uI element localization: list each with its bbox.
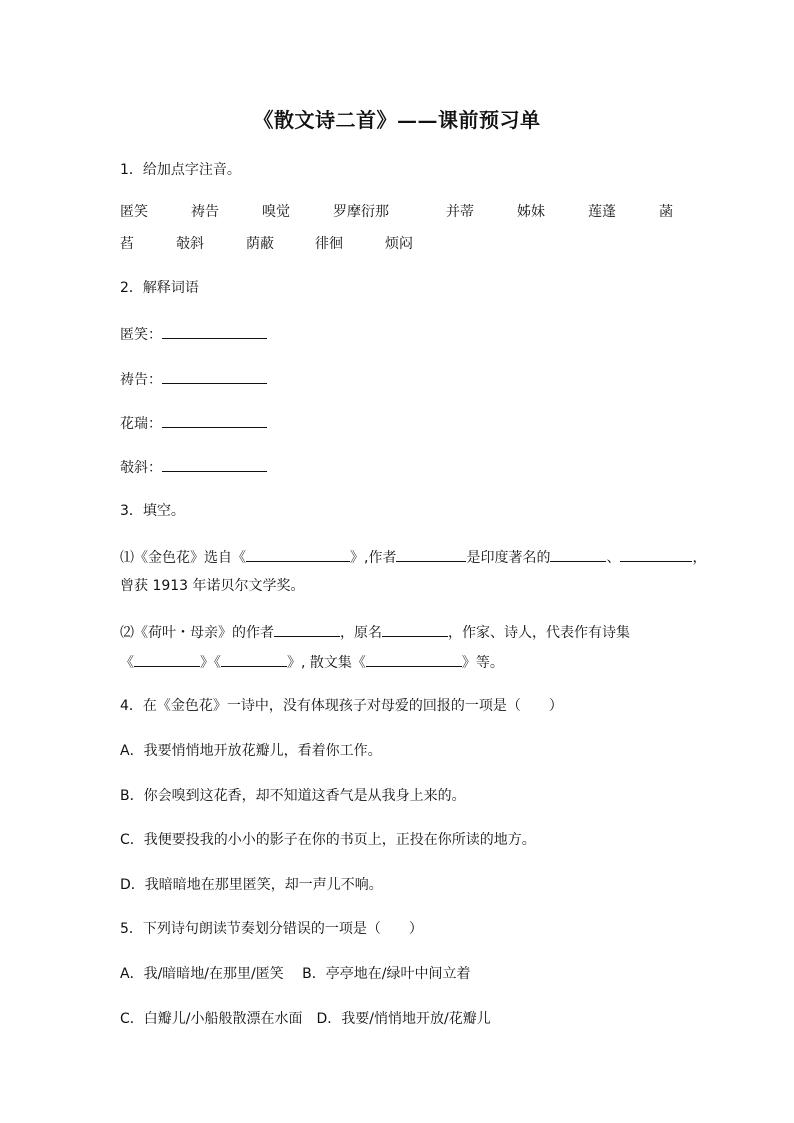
term-row <box>120 412 267 434</box>
pinyin-word: 荫蔽 <box>246 236 274 252</box>
answer-blank[interactable] <box>162 368 267 384</box>
fill-text: ， <box>692 550 707 566</box>
fill-blank-line-3 <box>120 621 630 643</box>
answer-blank[interactable] <box>274 621 340 637</box>
answer-blank[interactable] <box>550 546 606 562</box>
term-label: 攲斜： <box>120 460 162 476</box>
pinyin-word: 罗摩衍那 <box>333 204 389 220</box>
pinyin-word: 菡 <box>659 204 673 220</box>
answer-blank[interactable] <box>620 546 692 562</box>
fill-text: ，作家、诗人，代表作有诗集 <box>448 625 630 641</box>
pinyin-word: 烦闷 <box>385 236 413 252</box>
term-label: 花瑞： <box>120 416 162 432</box>
question-3-heading: 3．填空。 <box>120 503 185 519</box>
term-label: 祷告： <box>120 372 162 388</box>
question-5-heading: 5．下列诗句朗读节奏划分错误的一项是（ ） <box>120 921 423 937</box>
fill-text: 、 <box>606 550 621 566</box>
fill-text: 》《 <box>200 655 221 671</box>
option-c[interactable]: C．我便要投我的小小的影子在你的书页上，正投在你所读的地方。 <box>120 832 536 848</box>
option-b[interactable]: B．你会嗅到这花香，却不知道这香气是从我身上来的。 <box>120 788 466 804</box>
fill-text: 》,作者 <box>350 550 397 566</box>
answer-blank[interactable] <box>396 546 466 562</box>
question-2-heading: 2．解释词语 <box>120 280 199 296</box>
pinyin-word: 萏 <box>120 236 134 252</box>
answer-blank[interactable] <box>162 323 267 339</box>
question-1-heading: 1．给加点字注音。 <box>120 162 241 178</box>
answer-blank[interactable] <box>382 621 448 637</box>
pinyin-word: 姊妹 <box>517 204 545 220</box>
pinyin-word: 匿笑 <box>120 204 148 220</box>
pinyin-word: 祷告 <box>191 204 219 220</box>
term-row <box>120 323 267 345</box>
fill-text: 》等。 <box>461 655 504 671</box>
options-row-ab[interactable]: A．我/暗暗地/在那里/匿笑 B．亭亭地在/绿叶中间立着 <box>120 966 471 982</box>
pinyin-word: 徘徊 <box>315 236 343 252</box>
answer-blank[interactable] <box>134 651 200 667</box>
pinyin-word: 嗅觉 <box>262 204 290 220</box>
fill-text: ⑴《金色花》选自《 <box>120 550 246 566</box>
answer-blank[interactable] <box>221 651 287 667</box>
term-label: 匿笑： <box>120 327 162 343</box>
fill-text: ⑵《荷叶・母亲》的作者 <box>120 625 274 641</box>
term-row <box>120 456 267 478</box>
fill-blank-line-2: 曾获 1913 年诺贝尔文学奖。 <box>120 578 305 594</box>
question-4-heading: 4．在《金色花》一诗中，没有体现孩子对母爱的回报的一项是（ ） <box>120 698 563 714</box>
answer-blank[interactable] <box>162 412 267 428</box>
pinyin-word: 莲蓬 <box>588 204 616 220</box>
fill-blank-line-4 <box>120 651 504 673</box>
fill-text: 》, 散文集《 <box>287 655 366 671</box>
option-d[interactable]: D．我暗暗地在那里匿笑，却一声儿不响。 <box>120 877 383 893</box>
option-a[interactable]: A．我要悄悄地开放花瓣儿，看着你工作。 <box>120 743 382 759</box>
answer-blank[interactable] <box>246 546 350 562</box>
fill-text: 《 <box>120 655 134 671</box>
document-title: 《散文诗二首》——课前预习单 <box>253 108 541 132</box>
answer-blank[interactable] <box>366 651 462 667</box>
term-row <box>120 368 267 390</box>
pinyin-word: 攲斜 <box>176 236 204 252</box>
fill-blank-line-1 <box>120 546 706 568</box>
options-row-cd[interactable]: C．白瓣儿/小船般散漂在水面 D．我要/悄悄地开放/花瓣儿 <box>120 1011 491 1027</box>
pinyin-word: 并蒂 <box>446 204 474 220</box>
fill-text: ，原名 <box>340 625 382 641</box>
fill-text: 是印度著名的 <box>466 550 551 566</box>
answer-blank[interactable] <box>162 456 267 472</box>
